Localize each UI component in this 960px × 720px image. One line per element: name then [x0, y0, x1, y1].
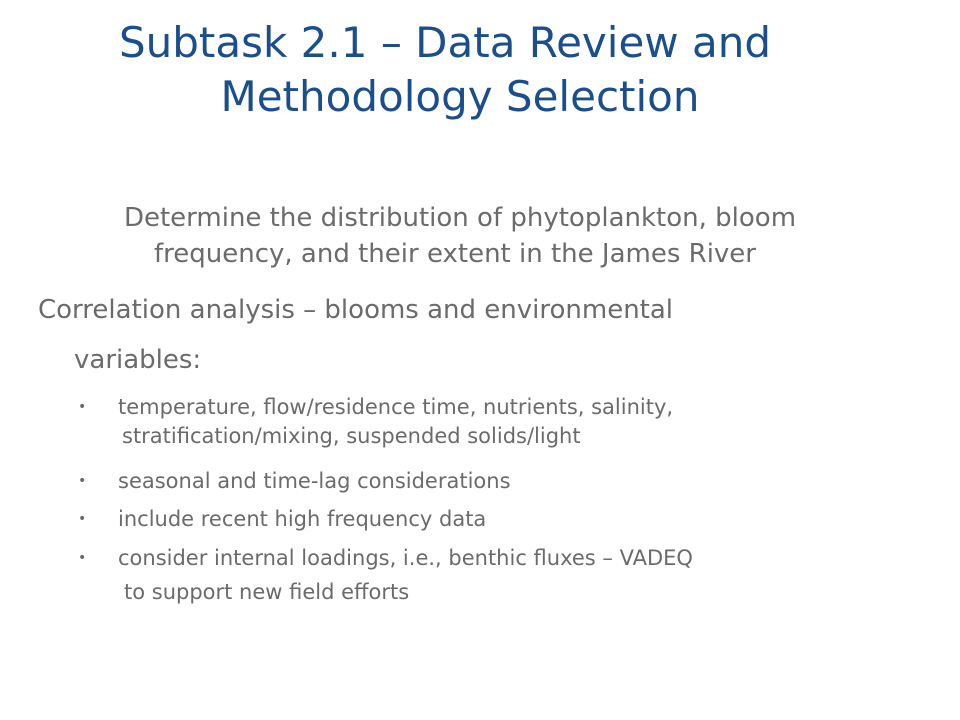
objective-paragraph	[0, 200, 960, 272]
correlation-line-2: variables:	[74, 345, 202, 375]
bullet-text-line-1: seasonal and time-lag considerations	[118, 469, 511, 493]
correlation-paragraph	[38, 292, 673, 378]
bullet-dot-icon: •	[78, 473, 87, 489]
bullet-item	[78, 393, 918, 453]
objective-line-2: frequency, and their extent in the James River	[153, 239, 756, 269]
bullet-text-line-1: include recent high frequency data	[118, 507, 487, 531]
bullet-text-line-2: stratification/mixing, suspended solids/light	[122, 424, 581, 448]
bullet-text-line-1: consider internal loadings, i.e., benthic fluxes – VADEQ	[118, 546, 693, 570]
correlation-line-1: Correlation analysis – blooms and environmental	[38, 295, 674, 325]
bullet-dot-icon: •	[78, 511, 87, 527]
bullet-text-line-1: temperature, flow/residence time, nutrients, salinity,	[118, 395, 674, 419]
objective-line-1: Determine the distribution of phytoplankton, bloom	[123, 203, 797, 233]
bullet-item	[78, 544, 918, 607]
bullet-item	[78, 467, 918, 496]
bullet-dot-icon: •	[78, 550, 87, 566]
bullet-item	[78, 505, 918, 534]
bullet-dot-icon: •	[78, 399, 87, 415]
bullet-text-line-2: to support new field efforts	[124, 580, 410, 604]
variables-bullet-list	[78, 393, 918, 607]
slide-title	[0, 16, 960, 124]
slide-title-line-1: Subtask 2.1 – Data Review and	[118, 18, 772, 67]
slide-title-line-2: Methodology Selection	[220, 72, 700, 121]
